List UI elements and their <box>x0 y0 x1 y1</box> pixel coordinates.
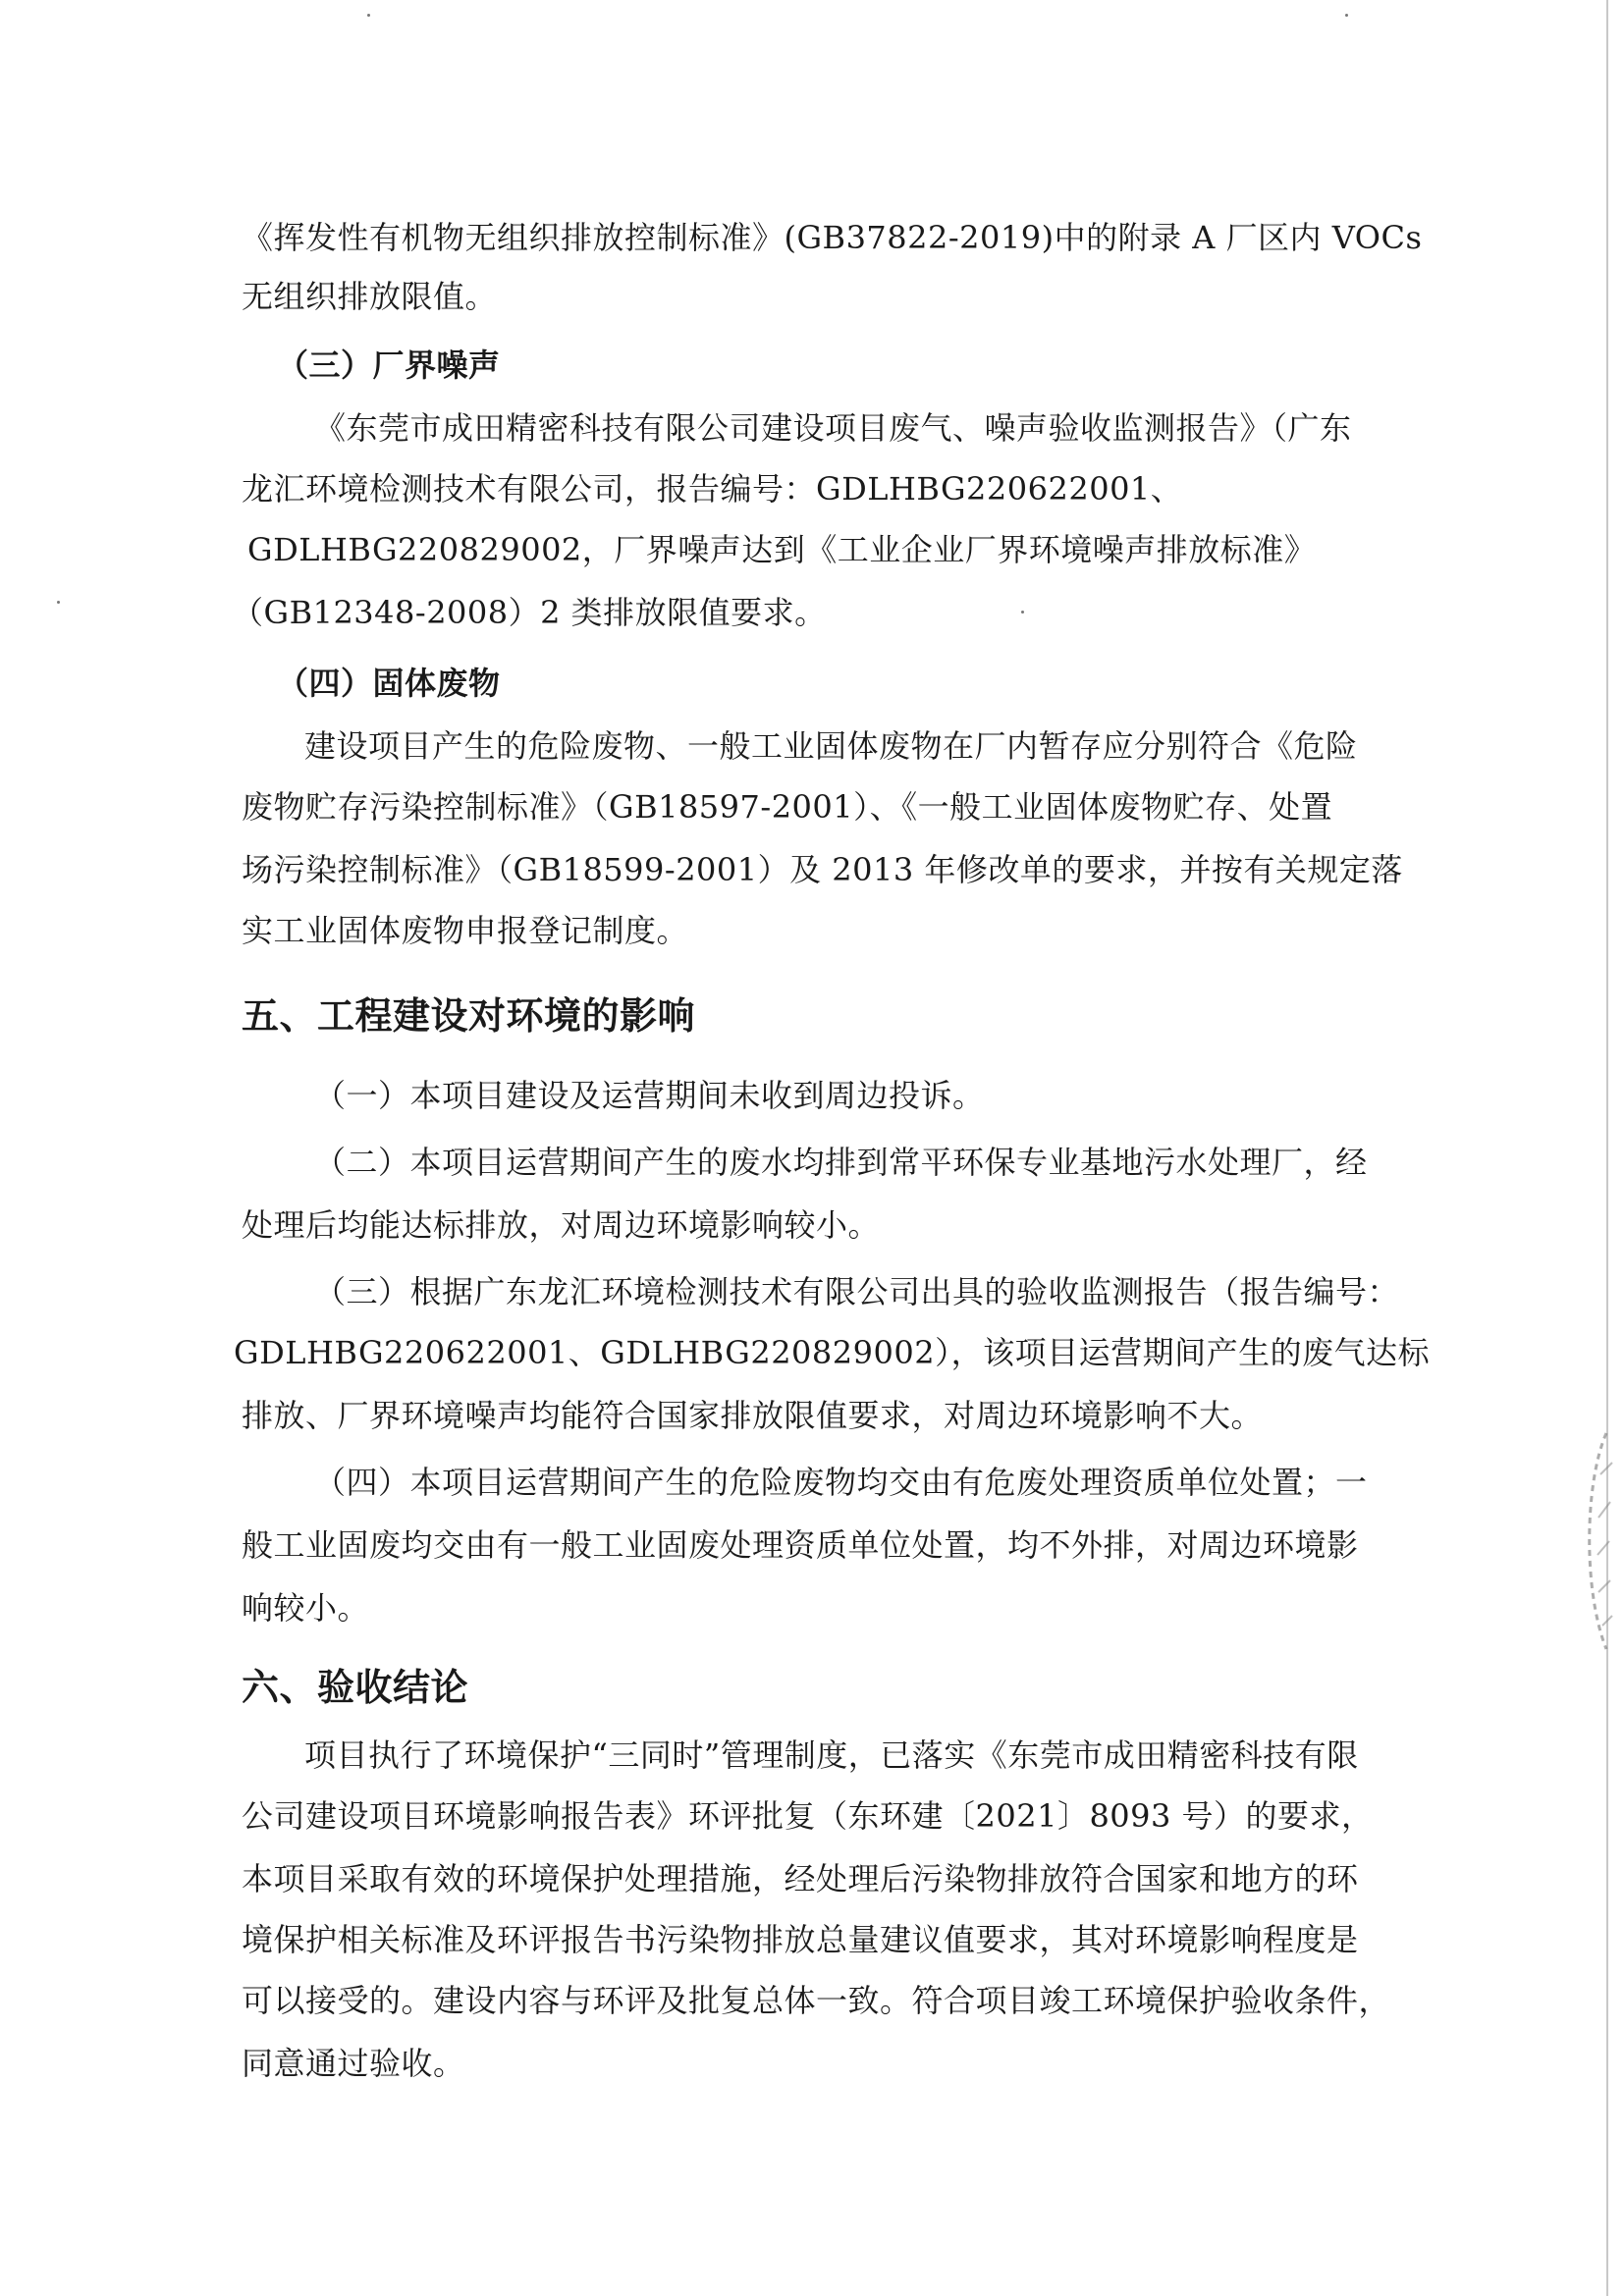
section-heading: （四）固体废物 <box>277 665 501 702</box>
paragraph-line: 本项目采取有效的环境保护处理措施，经处理后污染物排放符合国家和地方的环 <box>242 1860 1359 1897</box>
scan-edge-line <box>1606 0 1608 2296</box>
paragraph-line: 废物贮存污染控制标准》（GB18597-2001）、《一般工业固体废物贮存、处置 <box>242 788 1333 826</box>
paragraph-line: 建设项目产生的危险废物、一般工业固体废物在厂内暂存应分别符合《危险 <box>304 727 1358 765</box>
paragraph-line: （四）本项目运营期间产生的危险废物均交由有危废处理资质单位处置；一 <box>314 1464 1368 1501</box>
chapter-heading: 六、验收结论 <box>242 1666 469 1709</box>
paragraph-line: 般工业固废均交由有一般工业固废处理资质单位处置，均不外排，对周边环境影 <box>242 1526 1359 1564</box>
paragraph-line: 排放、厂界环境噪声均能符合国家排放限值要求，对周边环境影响不大。 <box>242 1397 1264 1434</box>
paragraph-line: 境保护相关标准及环评报告书污染物排放总量建议值要求，其对环境影响程度是 <box>242 1921 1359 1958</box>
paragraph-line: GDLHBG220622001、GDLHBG220829002），该项目运营期间产生的废气达标 <box>234 1334 1431 1371</box>
paragraph-line: 龙汇环境检测技术有限公司，报告编号：GDLHBG220622001、 <box>242 470 1183 507</box>
paragraph-line: 《挥发性有机物无组织排放控制标准》(GB37822-2019)中的附录 A 厂区内 VOCs <box>242 219 1423 256</box>
paragraph-line: 同意通过验收。 <box>242 2045 465 2082</box>
paragraph-line: 公司建设项目环境影响报告表》环评批复（东环建〔2021〕8093 号）的要求， <box>242 1797 1374 1835</box>
paragraph-line: 无组织排放限值。 <box>242 278 498 315</box>
chapter-heading: 五、工程建设对环境的影响 <box>242 994 696 1038</box>
paragraph-line: （三）根据广东龙汇环境检测技术有限公司出具的验收监测报告（报告编号： <box>314 1273 1400 1310</box>
scan-speck <box>1021 611 1024 614</box>
paragraph-line: GDLHBG220829002，厂界噪声达到《工业企业厂界环境噪声排放标准》 <box>247 531 1317 568</box>
scan-speck <box>57 601 60 604</box>
scan-speck <box>1345 14 1348 17</box>
section-heading: （三）厂界噪声 <box>277 347 501 384</box>
seal-fragment-icon <box>1577 1423 1616 1659</box>
paragraph-line: （一）本项目建设及运营期间未收到周边投诉。 <box>314 1077 985 1114</box>
paragraph-line: （GB12348-2008）2 类排放限值要求。 <box>232 594 827 631</box>
paragraph-line: 实工业固体废物申报登记制度。 <box>242 912 689 949</box>
paragraph-line: 响较小。 <box>242 1589 370 1627</box>
paragraph-line: 场污染控制标准》（GB18599-2001）及 2013 年修改单的要求，并按有关规定落 <box>242 851 1403 888</box>
scan-speck <box>367 14 370 17</box>
paragraph-line: 项目执行了环境保护“三同时”管理制度，已落实《东莞市成田精密科技有限 <box>304 1736 1359 1774</box>
paragraph-line: 可以接受的。建设内容与环评及批复总体一致。符合项目竣工环境保护验收条件， <box>242 1982 1391 2019</box>
paragraph-line: 《东莞市成田精密科技有限公司建设项目废气、噪声验收监测报告》（广东 <box>314 409 1352 447</box>
paragraph-line: （二）本项目运营期间产生的废水均排到常平环保专业基地污水处理厂，经 <box>314 1144 1368 1181</box>
paragraph-line: 处理后均能达标排放，对周边环境影响较小。 <box>242 1206 881 1244</box>
